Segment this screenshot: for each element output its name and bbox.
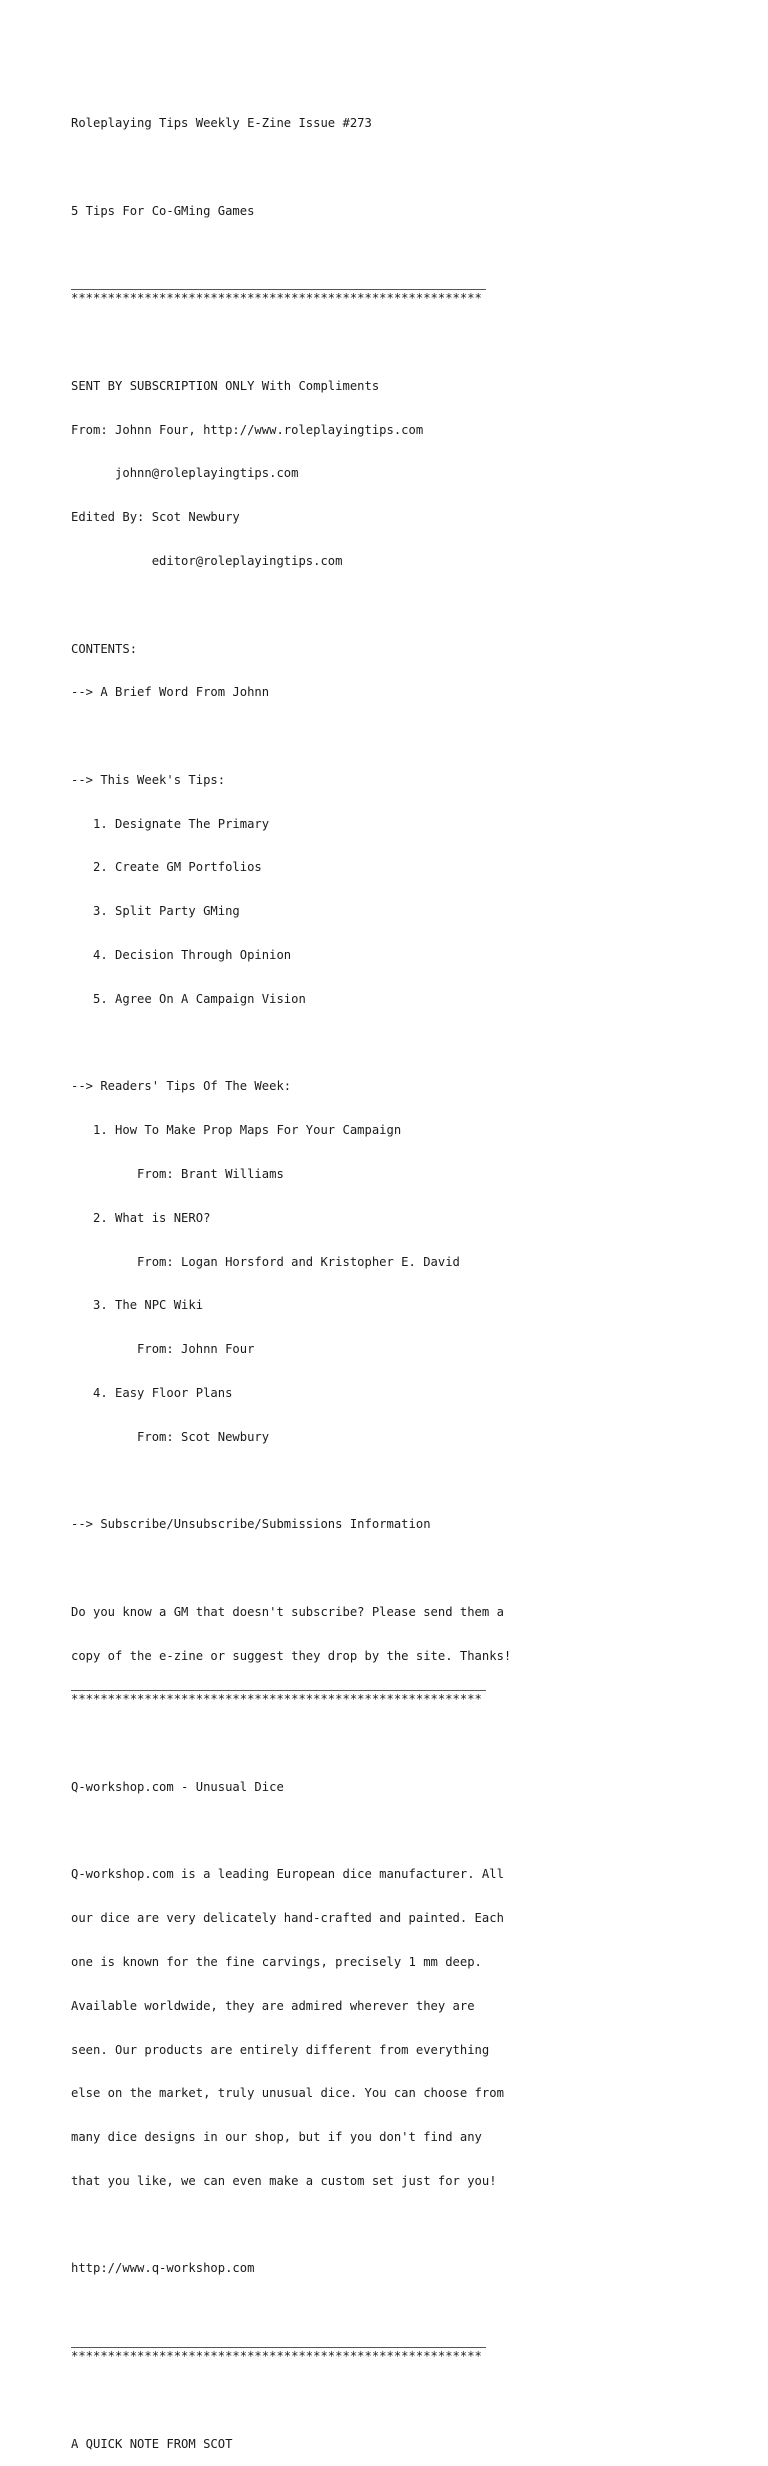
sponsor-body-line: many dice designs in our shop, but if you don't find any	[71, 2130, 482, 2145]
list-item: 4. Decision Through Opinion	[71, 948, 292, 963]
section-separator	[71, 2349, 731, 2364]
separator-rule	[71, 1690, 486, 1691]
referral-text: copy of the e-zine or suggest they drop by the site. Thanks!	[71, 1648, 512, 1663]
issue-subtitle: 5 Tips For Co-GMing Games	[71, 203, 255, 218]
list-item: 1. How To Make Prop Maps For Your Campaign	[71, 1123, 402, 1138]
sponsor-title: Q-workshop.com - Unusual Dice	[71, 1779, 284, 1794]
separator-stars: ********************************************************	[71, 1692, 482, 1707]
sponsor-body-line: Available worldwide, they are admired wherever they are	[71, 1998, 475, 2013]
list-item-author: From: Johnn Four	[71, 1342, 255, 1357]
sponsor-body-line: our dice are very delicately hand-crafted and painted. Each	[71, 1911, 504, 1926]
separator-stars: ********************************************************	[71, 291, 482, 306]
separator-rule	[71, 289, 486, 290]
editor-email: editor@roleplayingtips.com	[71, 554, 343, 568]
subscription-line: SENT BY SUBSCRIPTION ONLY With Compliments	[71, 378, 380, 393]
separator-stars: ********************************************************	[71, 2349, 482, 2364]
sponsor-body-line: Q-workshop.com is a leading European dice manufacturer. All	[71, 1867, 504, 1882]
list-item: 1. Designate The Primary	[71, 816, 270, 831]
contents-brief-word: --> A Brief Word From Johnn	[71, 685, 270, 700]
list-item: 3. Split Party GMing	[71, 904, 240, 919]
list-item: 2. What is NERO?	[71, 1210, 211, 1225]
from-email: johnn@roleplayingtips.com	[71, 466, 299, 481]
section-separator	[71, 1692, 731, 1707]
sponsor-body-line: one is known for the fine carvings, precisely 1 mm deep.	[71, 1955, 482, 1969]
list-item: 5. Agree On A Campaign Vision	[71, 991, 306, 1006]
from-line: From: Johnn Four, http://www.roleplayingtips.com	[71, 422, 424, 437]
sponsor-body-line: seen. Our products are entirely different from everything	[71, 2042, 490, 2057]
list-item-author: From: Brant Williams	[71, 1166, 284, 1181]
edited-by-line: Edited By: Scot Newbury	[71, 510, 240, 525]
referral-text: Do you know a GM that doesn't subscribe? Please send them a	[71, 1604, 504, 1619]
weeks-tips-heading: --> This Week's Tips:	[71, 772, 226, 787]
list-item: 2. Create GM Portfolios	[71, 860, 262, 875]
separator-rule	[71, 2347, 486, 2348]
sponsor-body-line: else on the market, truly unusual dice. You can choose from	[71, 2086, 504, 2101]
section-heading: A QUICK NOTE FROM SCOT	[71, 2436, 233, 2451]
list-item: 4. Easy Floor Plans	[71, 1385, 233, 1400]
section-separator	[71, 291, 731, 306]
issue-title: Roleplaying Tips Weekly E-Zine Issue #273	[71, 116, 372, 131]
contents-heading: CONTENTS:	[71, 641, 138, 656]
list-item-author: From: Scot Newbury	[71, 1429, 270, 1444]
readers-tips-heading: --> Readers' Tips Of The Week:	[71, 1079, 292, 1094]
list-item-author: From: Logan Horsford and Kristopher E. David	[71, 1254, 460, 1269]
ezine-document	[71, 87, 731, 2466]
sponsor-url[interactable]: http://www.q-workshop.com	[71, 2261, 255, 2276]
list-item: 3. The NPC Wiki	[71, 1298, 204, 1313]
subscribe-info: --> Subscribe/Unsubscribe/Submissions Information	[71, 1517, 431, 1532]
sponsor-body-line: that you like, we can even make a custom set just for you!	[71, 2173, 497, 2188]
